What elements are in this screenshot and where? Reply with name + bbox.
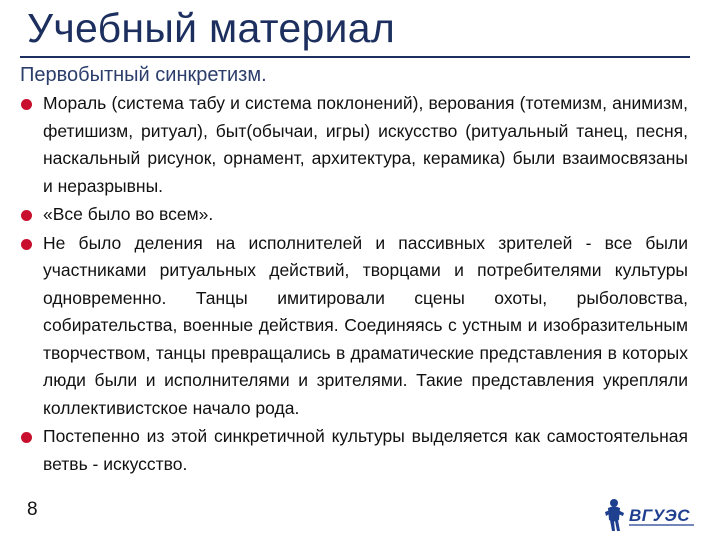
bullet-text: «Все было во всем». <box>43 204 214 224</box>
bullet-item <box>18 90 688 200</box>
university-logo <box>602 494 702 534</box>
title-divider <box>20 56 690 58</box>
bullet-dot-icon <box>21 432 32 443</box>
slide-title: Учебный материал <box>27 5 396 51</box>
bullet-text: Мораль (система табу и система поклонений), верования (тотемизм, анимизм, фетишизм, ритуал), быт(обычаи, игры) искусство (ритуальный танец, песня, наскальный рисунок, орнамент, архитектура, керамика) были взаимосвязаны и неразрывны. <box>43 93 688 196</box>
slide-subtitle: Первобытный синкретизм. <box>20 64 267 86</box>
bullet-text: Постепенно из этой синкретичной культуры выделяется как самостоятельная ветвь - искусство. <box>43 426 688 474</box>
bullet-dot-icon <box>21 99 32 110</box>
bullet-item <box>18 230 688 423</box>
bullet-dot-icon <box>21 210 32 221</box>
bullet-list <box>18 90 688 479</box>
logo-wordmark: ВГУЭС <box>629 506 690 525</box>
page-number: 8 <box>27 499 38 520</box>
bullet-text: Не было деления на исполнителей и пассивных зрителей - все были участниками ритуальных действий, творцами и потребителями культуры одновременно. Танцы имитировали сцены охоты, рыболовства, собирательства, военные действия. Соединяясь с устным и изобразительным творчеством, танцы превращались в драматические представления в которых люди были и исполнителями и зрителями. Такие представления укрепляли коллективистское начало рода. <box>43 232 688 418</box>
bullet-item <box>18 201 688 229</box>
bullet-dot-icon <box>21 239 32 250</box>
emblem-icon <box>605 499 624 531</box>
bullet-item <box>18 423 688 478</box>
